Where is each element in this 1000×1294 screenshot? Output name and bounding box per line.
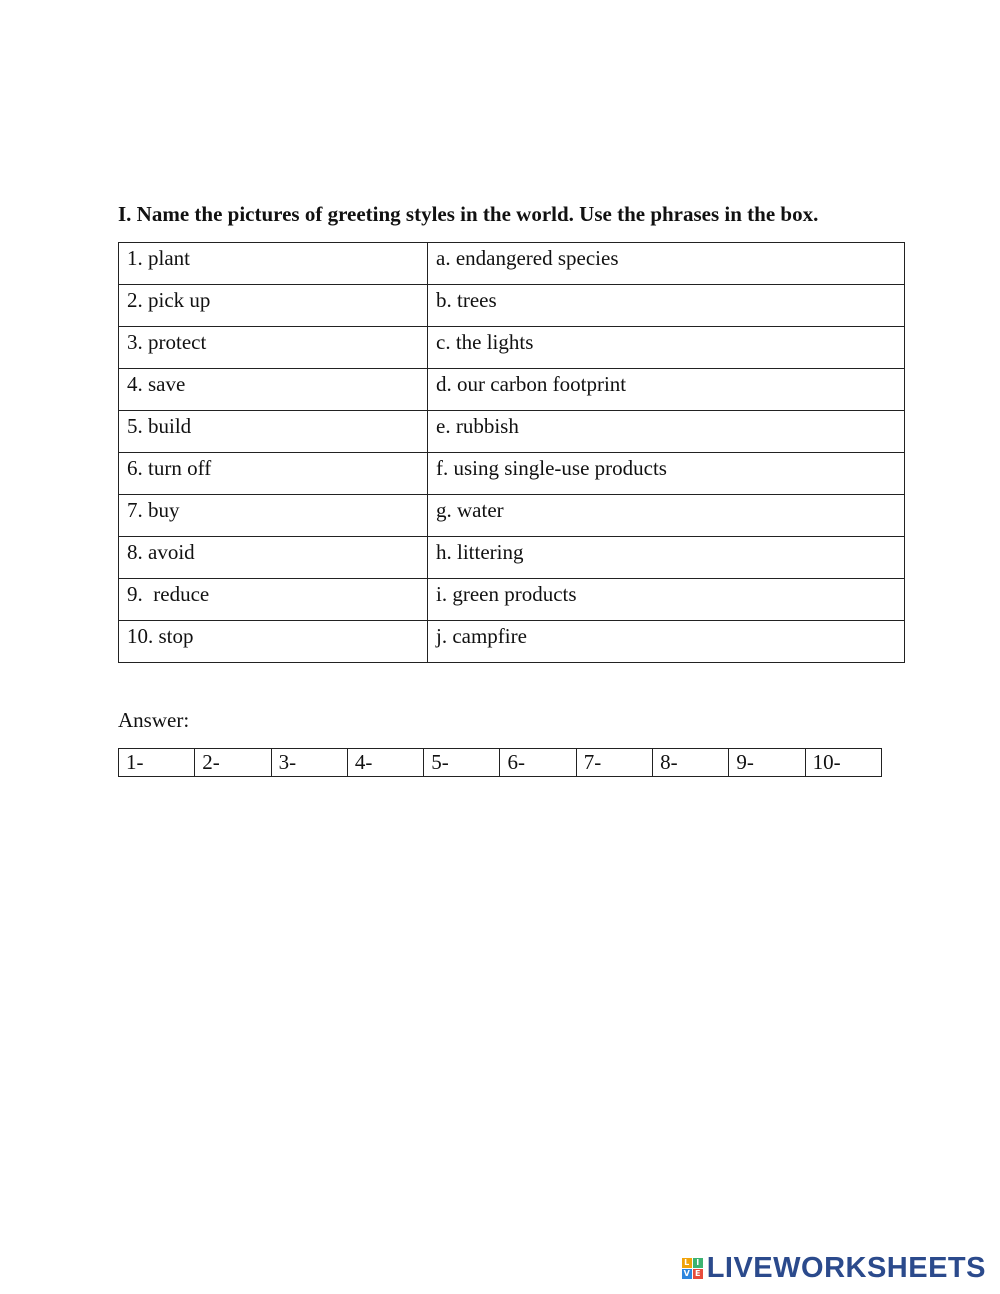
answer-cell-8[interactable]: 8-	[653, 749, 729, 777]
brand-wordmark: LIVEWORKSHEETS	[706, 1252, 986, 1284]
table-row	[119, 243, 905, 285]
verb-cell: 1. plant	[119, 243, 428, 285]
exercise-heading: I. Name the pictures of greeting styles in the world. Use the phrases in the box.	[118, 202, 819, 226]
verb-cell: 8. avoid	[119, 537, 428, 579]
table-row	[119, 369, 905, 411]
verb-cell: 4. save	[119, 369, 428, 411]
table-row	[119, 285, 905, 327]
phrase-cell: d. our carbon footprint	[428, 369, 905, 411]
phrase-cell: b. trees	[428, 285, 905, 327]
phrase-cell: j. campfire	[428, 621, 905, 663]
table-row	[119, 621, 905, 663]
mark-tile: E	[693, 1269, 703, 1279]
table-row	[119, 411, 905, 453]
answer-cell-1[interactable]: 1-	[119, 749, 195, 777]
verb-cell: 7. buy	[119, 495, 428, 537]
verb-cell: 5. build	[119, 411, 428, 453]
answer-row	[119, 749, 882, 777]
table-row	[119, 327, 905, 369]
phrase-cell: g. water	[428, 495, 905, 537]
table-row	[119, 579, 905, 621]
answer-cell-3[interactable]: 3-	[271, 749, 347, 777]
table-row	[119, 495, 905, 537]
mark-tile: I	[693, 1258, 703, 1268]
verb-cell: 6. turn off	[119, 453, 428, 495]
answer-cell-9[interactable]: 9-	[729, 749, 805, 777]
answer-cell-10[interactable]: 10-	[805, 749, 881, 777]
answer-cell-2[interactable]: 2-	[195, 749, 271, 777]
verb-cell: 2. pick up	[119, 285, 428, 327]
verb-cell: 10. stop	[119, 621, 428, 663]
liveworksheets-mark-icon	[682, 1258, 703, 1279]
liveworksheets-logo	[682, 1252, 986, 1285]
answer-cell-7[interactable]: 7-	[576, 749, 652, 777]
phrase-cell: i. green products	[428, 579, 905, 621]
phrase-cell: e. rubbish	[428, 411, 905, 453]
table-row	[119, 453, 905, 495]
matching-table	[118, 242, 905, 663]
mark-tile: L	[682, 1258, 692, 1268]
verb-cell: 9. reduce	[119, 579, 428, 621]
answer-table	[118, 748, 882, 777]
phrase-cell: a. endangered species	[428, 243, 905, 285]
mark-tile: V	[683, 1269, 690, 1278]
answer-cell-5[interactable]: 5-	[424, 749, 500, 777]
answer-cell-6[interactable]: 6-	[500, 749, 576, 777]
answer-label: Answer:	[118, 708, 190, 732]
phrase-cell: c. the lights	[428, 327, 905, 369]
verb-cell: 3. protect	[119, 327, 428, 369]
table-row	[119, 537, 905, 579]
phrase-cell: h. littering	[428, 537, 905, 579]
answer-cell-4[interactable]: 4-	[347, 749, 423, 777]
phrase-cell: f. using single-use products	[428, 453, 905, 495]
